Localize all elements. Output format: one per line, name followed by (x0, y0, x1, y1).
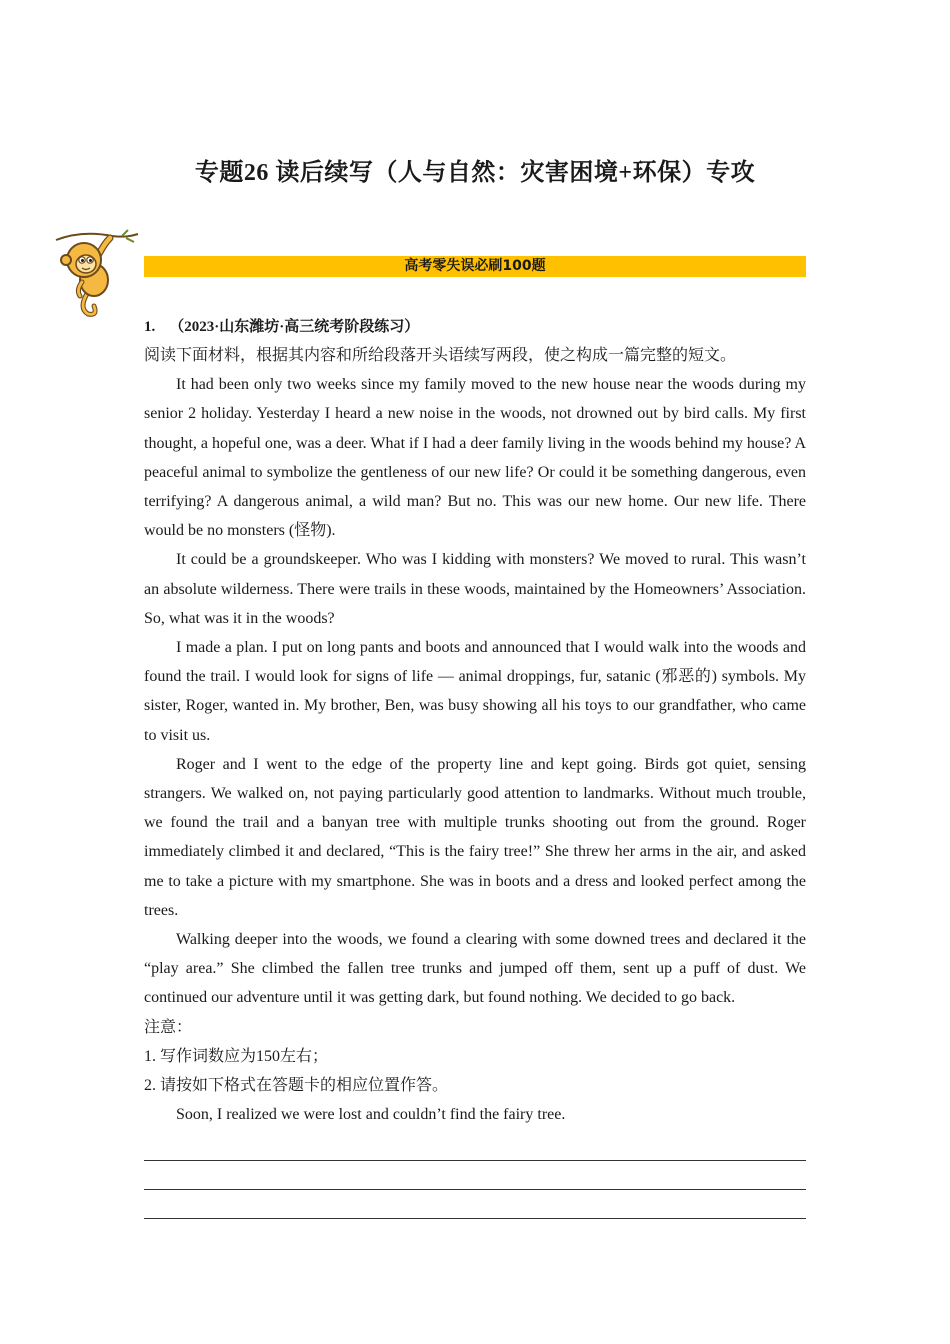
answer-line[interactable] (144, 1190, 806, 1219)
answer-line[interactable] (144, 1132, 806, 1161)
passage-paragraph: Roger and I went to the edge of the property line and kept going. Birds got quiet, sensing strangers. We walked on, not paying particularly good attention to landmarks. Without much trouble, we found the trail and a banyan tree with multiple trunks shooting out from the ground. Roger immediately climbed it and declared, “This is the fairy tree!” She threw her arms in the air, and asked me to take a picture with my smartphone. She was in boots and a dress and looked perfect among the trees. (144, 755, 806, 919)
passage-paragraph: It could be a groundskeeper. Who was I kidding with monsters? We moved to rural. This wasn’t an absolute wilderness. There were trails in these woods, maintained by the Homeowners’ Association. So, what was it in the woods? (144, 551, 806, 627)
question-source: （2023·山东潍坊·高三统考阶段练习） (169, 319, 420, 335)
passage-paragraph: Walking deeper into the woods, we found a clearing with some downed trees and declared it the “play area.” She climbed the fallen tree trunks and jumped off them, sent up a puff of dust. We continued our adventure until it was getting dark, but found nothing. We decided to go back. (144, 931, 806, 1007)
note-item: 2. 请按如下格式在答题卡的相应位置作答。 (144, 1077, 449, 1095)
continuation-start: Soon, I realized we were lost and couldn’t find the fairy tree. (176, 1106, 566, 1124)
question-header (144, 314, 806, 340)
passage-paragraph: I made a plan. I put on long pants and boots and announced that I would walk into the woods and found the trail. I would look for signs of life — animal droppings, fur, satanic (邪恶的) symbols. My sister, Roger, wanted in. My brother, Ben, was busy showing all his toys to our grandfather, who came to visit us. (144, 639, 806, 744)
question-instruction: 阅读下面材料，根据其内容和所给段落开头语续写两段，使之构成一篇完整的短文。 (144, 347, 737, 364)
page-title: 专题26 读后续写（人与自然：灾害困境+环保）专攻 (194, 160, 756, 186)
monkey-mascot-icon (52, 226, 142, 318)
answer-area[interactable] (144, 1132, 806, 1219)
question-number: 1. (144, 319, 156, 335)
section-banner: 高考零失误必刷100题 (144, 256, 806, 277)
answer-line[interactable] (144, 1161, 806, 1190)
notes-label: 注意： (144, 1018, 193, 1036)
passage-paragraph: It had been only two weeks since my family moved to the new house near the woods during my senior 2 holiday. Yesterday I heard a new noise in the woods, not drowned out by bird calls. My first thought, a hopeful one, was a deer. What if I had a deer family living in the woods behind my house? A peaceful animal to symbolize the gentleness of our new life? Or could it be something dangerous, even terrifying? A dangerous animal, a wild man? But no. This was our new home. Our new life. There would be no monsters (怪物). (144, 376, 806, 540)
note-item: 1. 写作词数应为150左右； (144, 1047, 329, 1065)
question-block (144, 314, 806, 1219)
